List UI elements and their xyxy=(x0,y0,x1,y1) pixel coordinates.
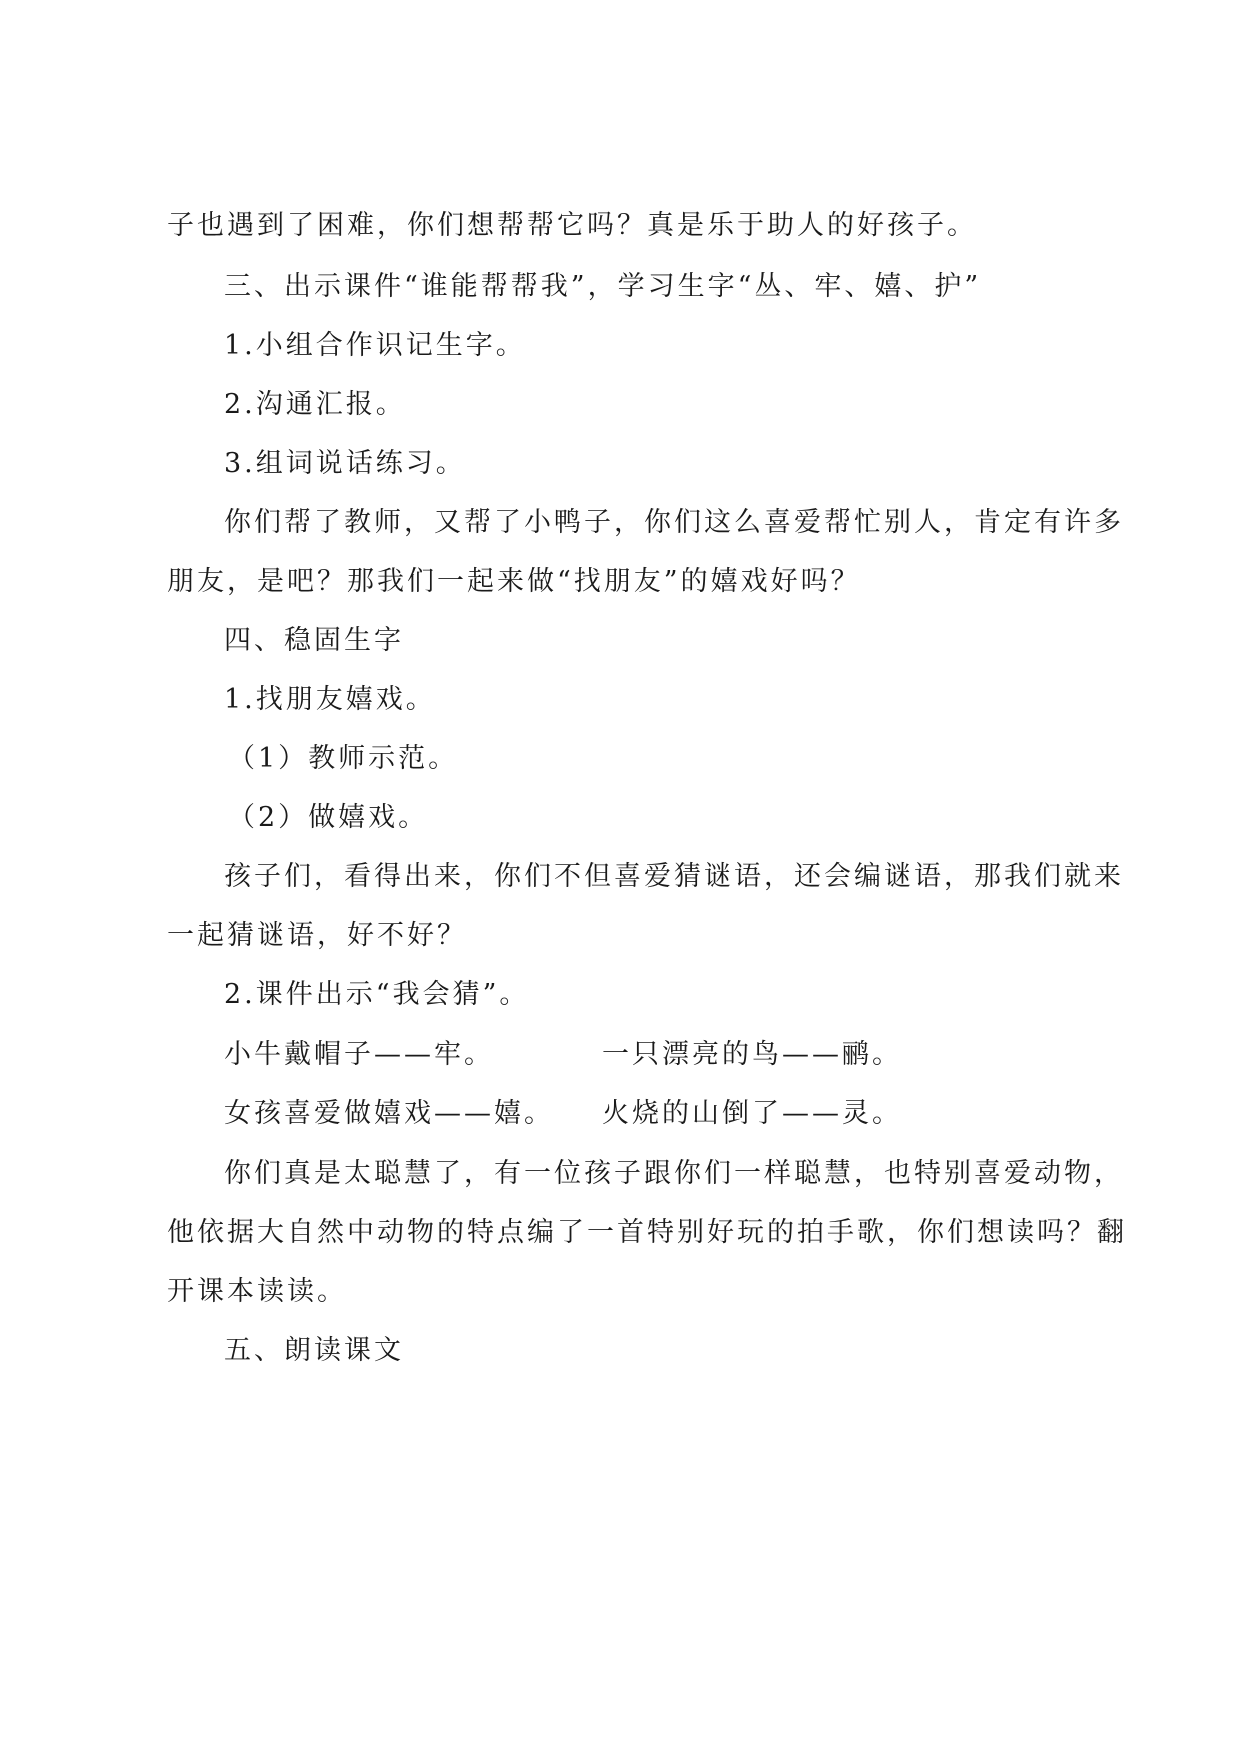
riddle-left: 小牛戴帽子——牢。 xyxy=(224,1039,494,1070)
section-heading: 三、出示课件“谁能帮帮我”，学习生字“丛、牢、嬉、护” xyxy=(224,271,982,302)
paragraph-line: 子也遇到了困难，你们想帮帮它吗？真是乐于助人的好孩子。 xyxy=(167,210,977,241)
list-item: 2.课件出示“我会猜”。 xyxy=(224,979,530,1010)
paragraph-line: 孩子们，看得出来，你们不但喜爱猜谜语，还会编谜语，那我们就来 xyxy=(224,861,1124,892)
paragraph-line: 你们帮了教师，又帮了小鸭子，你们这么喜爱帮忙别人，肯定有许多 xyxy=(224,507,1124,538)
paragraph-line: 开课本读读。 xyxy=(167,1276,347,1307)
sub-list-item: （2）做嬉戏。 xyxy=(228,802,429,833)
list-item: 1.找朋友嬉戏。 xyxy=(224,684,436,715)
paragraph-line: 他依据大自然中动物的特点编了一首特别好玩的拍手歌，你们想读吗？翻 xyxy=(167,1217,1127,1248)
sub-list-item: （1）教师示范。 xyxy=(228,743,459,774)
riddle-right: 一只漂亮的鸟——鹂。 xyxy=(602,1039,902,1070)
riddle-left: 女孩喜爱做嬉戏——嬉。 xyxy=(224,1098,554,1129)
paragraph-line: 朋友，是吧？那我们一起来做“找朋友”的嬉戏好吗？ xyxy=(167,566,861,597)
list-item: 1.小组合作识记生字。 xyxy=(224,330,526,361)
paragraph-line: 你们真是太聪慧了，有一位孩子跟你们一样聪慧，也特别喜爱动物， xyxy=(224,1158,1124,1189)
paragraph-line: 一起猜谜语，好不好？ xyxy=(167,920,467,951)
section-heading: 四、稳固生字 xyxy=(224,625,404,656)
section-heading: 五、朗读课文 xyxy=(224,1335,404,1366)
list-item: 3.组词说话练习。 xyxy=(224,448,466,479)
riddle-right: 火烧的山倒了——灵。 xyxy=(602,1098,902,1129)
list-item: 2.沟通汇报。 xyxy=(224,389,406,420)
